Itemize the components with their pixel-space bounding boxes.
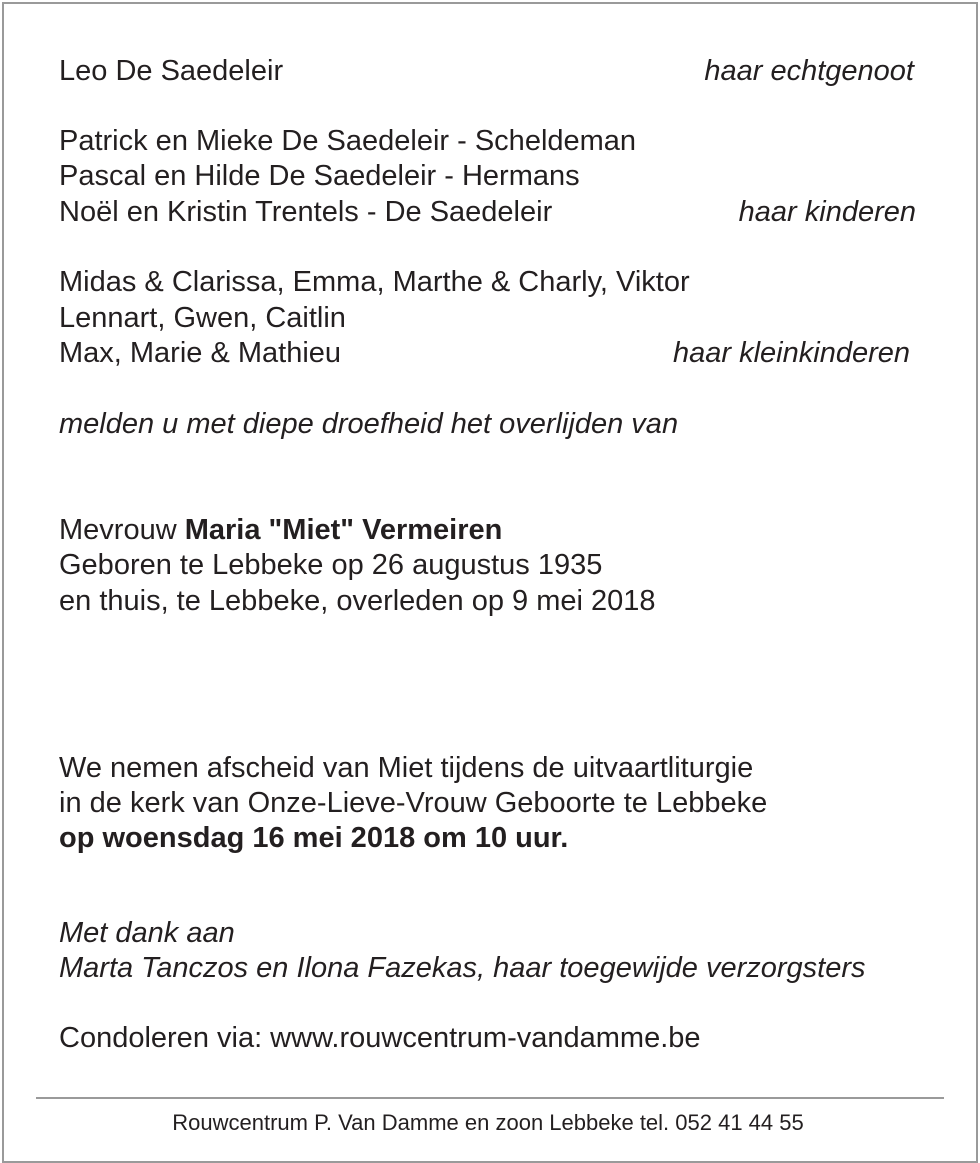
footer-divider	[36, 1097, 944, 1099]
thanks-line-2: Marta Tanczos en Ilona Fazekas, haar toegewijde verzorgsters	[59, 952, 866, 984]
grandchildren-relation: haar kleinkinderen	[673, 337, 910, 369]
child-line-1: Patrick en Mieke De Saedeleir - Scheldeman	[59, 125, 637, 157]
announcement-text: melden u met diepe droefheid het overlijden van	[59, 408, 679, 440]
condolences-text: Condoleren via: www.rouwcentrum-vandamme.be	[59, 1022, 701, 1054]
children-relation: haar kinderen	[738, 196, 916, 228]
grandchild-line-2: Lennart, Gwen, Caitlin	[59, 302, 346, 334]
deceased-died: en thuis, te Lebbeke, overleden op 9 mei 2018	[59, 585, 656, 617]
deceased-name-line	[59, 513, 502, 547]
spouse-name: Leo De Saedeleir	[59, 55, 284, 87]
grandchild-line-1: Midas & Clarissa, Emma, Marthe & Charly, Viktor	[59, 266, 690, 298]
thanks-line-1: Met dank aan	[59, 917, 235, 949]
ceremony-datetime: op woensdag 16 mei 2018 om 10 uur.	[59, 822, 569, 854]
deceased-title: Mevrouw	[59, 514, 177, 546]
child-line-2: Pascal en Hilde De Saedeleir - Hermans	[59, 160, 580, 192]
grandchild-line-3: Max, Marie & Mathieu	[59, 337, 342, 369]
spouse-relation: haar echtgenoot	[704, 55, 914, 87]
ceremony-line-1: We nemen afscheid van Miet tijdens de uitvaartliturgie	[59, 752, 754, 784]
deceased-born: Geboren te Lebbeke op 26 augustus 1935	[59, 549, 603, 581]
deceased-name: Maria "Miet" Vermeiren	[184, 514, 503, 546]
ceremony-line-2: in de kerk van Onze-Lieve-Vrouw Geboorte te Lebbeke	[59, 787, 768, 819]
footer-text: Rouwcentrum P. Van Damme en zoon Lebbeke tel. 052 41 44 55	[172, 1110, 804, 1135]
child-line-3: Noël en Kristin Trentels - De Saedeleir	[59, 196, 553, 228]
